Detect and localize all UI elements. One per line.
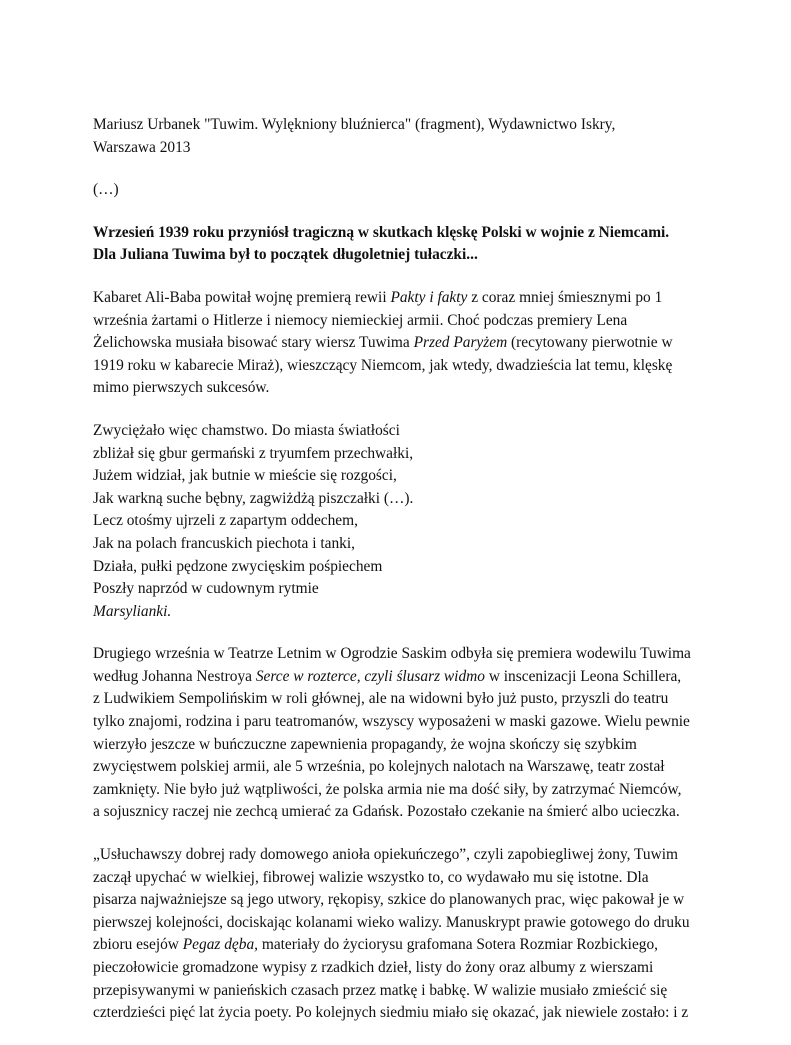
text-run: Żelichowska musiała bisować stary wiersz Tuwima [93, 334, 414, 352]
italic-title: Marsylianki. [93, 602, 172, 620]
poem-quote [93, 420, 703, 623]
paragraph-line: pisarza najważniejsze są jego utwory, rękopisy, szkice do planowanych prac, więc pakował je w [93, 891, 685, 909]
paragraph-line: mimo pierwszych sukcesów. [93, 379, 270, 397]
paragraph-kabaret [93, 287, 703, 400]
paragraph-line: „Usłuchawszy dobrej rady domowego anioła opiekuńczego”, czyli zapobiegliwej żony, Tuwim [93, 846, 678, 864]
paragraph-teatr [93, 643, 703, 824]
paragraph-line: pieczołowicie gromadzone wypisy z rzadkich dzieł, listy do żony oraz albumy z wierszami [93, 959, 654, 976]
paragraph-line: a sojusznicy raczej nie zechcą umierać za Gdańsk. Pozostało czekanie na śmierć albo ucieczka. [93, 803, 680, 821]
paragraph-line: Drugiego września w Teatrze Letnim w Ogrodzie Saskim odbyła się premiera wodewilu Tuwima [93, 645, 691, 663]
text-run: Kabaret Ali-Baba powitał wojnę premierą rewii [93, 288, 391, 306]
poem-line: Jużem widział, jak butnie w mieście się rozgości, [93, 467, 397, 485]
poem-line: Lecz otośmy ujrzeli z zapartym oddechem, [93, 512, 358, 530]
paragraph-line [93, 287, 703, 310]
italic-title: Pegaz dęba, [182, 936, 258, 954]
text-run: materiały do życiorysu grafomana Sotera Rozmiar Rozbickiego, [258, 936, 659, 954]
paragraph-line [93, 332, 703, 355]
paragraph-walizka [93, 844, 703, 1025]
lead-paragraph [93, 222, 703, 267]
text-run: w inscenizacji Leona Schillera, [484, 667, 682, 685]
ellipsis-marker [93, 179, 703, 202]
paragraph-line: września żartami o Hitlerze i niemocy niemieckiej armii. Choć podczas premiery Lena [93, 311, 628, 329]
document-page [93, 114, 703, 1045]
paragraph-line: czterdzieści pięć lat życia poety. Po kolejnych siedmiu miało się okazać, jak niewiele zostało: i z [93, 1004, 689, 1022]
poem-line [93, 578, 703, 623]
text-run: Poszły naprzód w cudownym rytmie [93, 580, 319, 598]
paragraph-line [93, 934, 703, 957]
lead-line: Dla Juliana Tuwima był to początek długoletniej tułaczki... [93, 246, 478, 264]
paragraph-line: tylko znajomi, rodzina i paru teatromanów, wszyscy wyposażeni w maski gazowe. Wielu pewnie [93, 713, 690, 731]
paragraph-line: zamknięty. Nie było już wątpliwości, że polska armia nie ma dość siły, by zatrzymać Niemców, [93, 780, 682, 798]
text-run: zbioru esejów [93, 936, 183, 954]
citation-line: Mariusz Urbanek "Tuwim. Wylękniony bluźnierca" (fragment), Wydawnictwo Iskry, [93, 116, 616, 133]
lead-line: Wrzesień 1939 roku przyniósł tragiczną w skutkach klęskę Polski w wojnie z Niemcami. [93, 223, 670, 241]
paragraph-line: przepisywanymi w panieńskich czasach przez matkę i babkę. W walizie musiało zmieścić się [93, 981, 668, 999]
italic-title: Serce w rozterce, czyli ślusarz widmo [255, 667, 485, 685]
poem-line: Jak warkną suche bębny, zagwiżdżą piszczałki (…). [93, 489, 414, 507]
paragraph-line: pierwszej kolejności, dociskając kolanami wieko walizy. Manuskrypt prawie gotowego do druku [93, 913, 690, 931]
poem-line: Działa, pułki pędzone zwycięskim pośpiechem [93, 557, 383, 575]
paragraph-line: zaczął upychać w wielkiej, fibrowej walizie wszystko to, co wydawało mu się istotne. Dla [93, 868, 649, 886]
text-run: z coraz mniej śmiesznymi po 1 [467, 288, 663, 306]
paragraph-line: 1919 roku w kabarecie Miraż), wieszczący Niemcom, jak wtedy, dwadzieścia lat temu, klęskę [93, 356, 673, 374]
paragraph-line: zwycięstwem polskiej armii, ale 5 września, po kolejnych nalotach na Warszawę, teatr został [93, 758, 665, 776]
paragraph-line: z Ludwikiem Sempolińskim w roli głównej, ale na widowni było już pusto, przyszli do teatru [93, 690, 669, 708]
text-run: (recytowany pierwotnie w [507, 334, 673, 352]
paragraph-line [93, 666, 703, 689]
citation-line: Warszawa 2013 [93, 138, 191, 156]
poem-line: Zwyciężało więc chamstwo. Do miasta światłości [93, 421, 400, 439]
poem-line: zbliżał się gbur germański z tryumfem przechwałki, [93, 444, 414, 462]
source-citation [93, 114, 703, 159]
text-run: według Johanna Nestroya [93, 667, 256, 685]
ellipsis-text: (…) [93, 181, 119, 199]
poem-line: Jak na polach francuskich piechota i tanki, [93, 534, 355, 552]
paragraph-line: wierzyło jeszcze w buńczuczne zapewnienia propagandy, że wojna skończy się szybkim [93, 735, 637, 753]
italic-title: Pakty i fakty [390, 288, 468, 306]
italic-title: Przed Paryżem [413, 334, 508, 352]
